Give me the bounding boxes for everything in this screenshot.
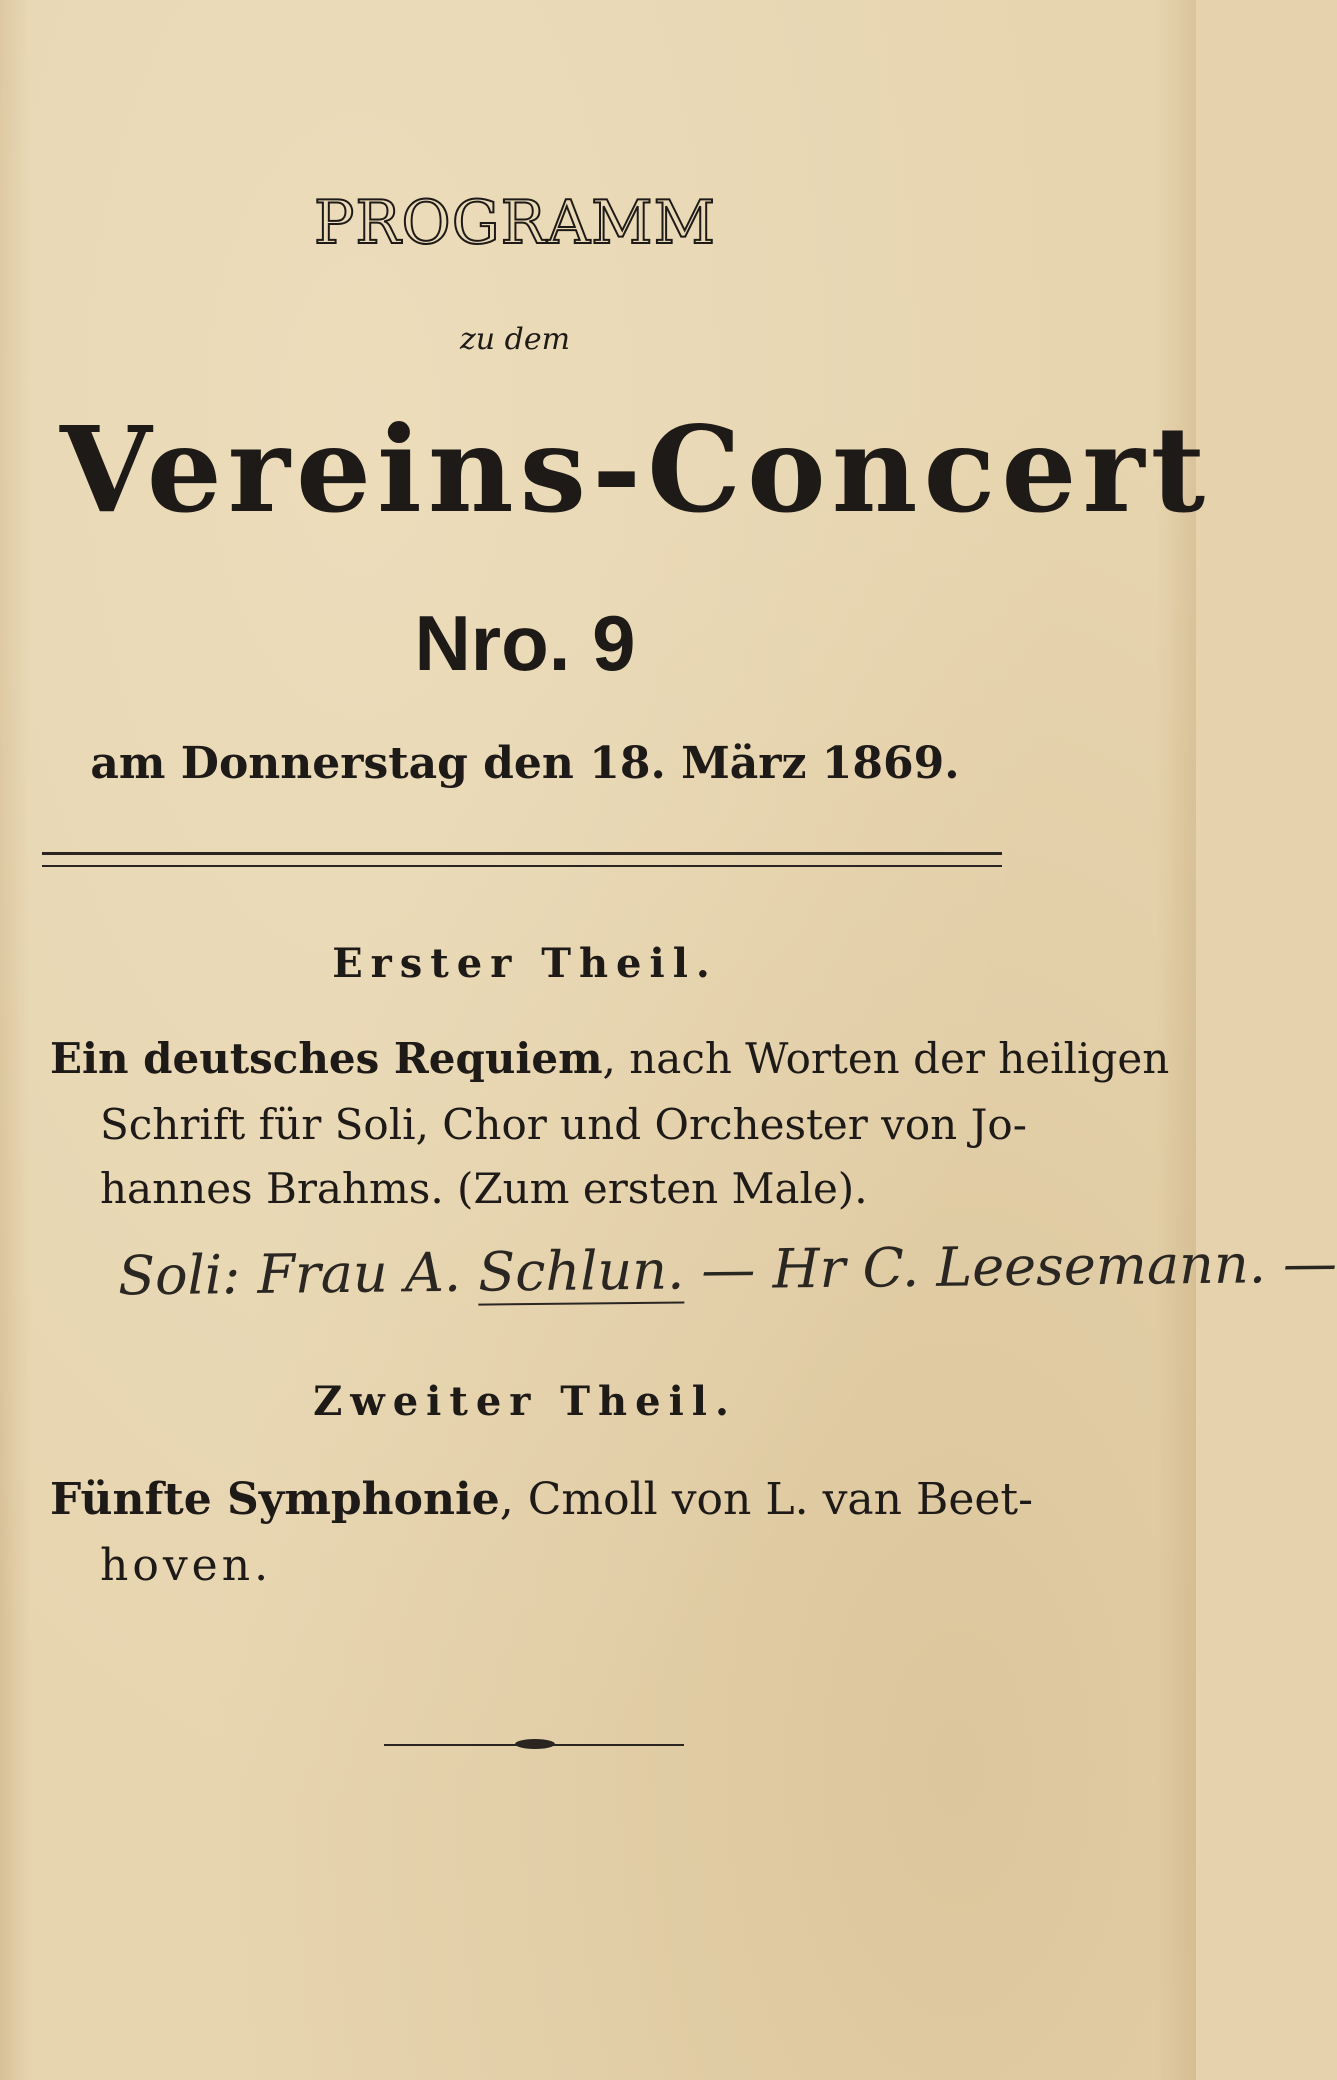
part-one-heading: Erster Theil.: [332, 940, 718, 987]
program-subtitle: zu dem: [459, 322, 571, 357]
part-one-line-1: [50, 1034, 1170, 1083]
concert-number: Nro. 9: [414, 599, 636, 687]
part-two-line-1: [50, 1474, 1033, 1525]
part-one-line-2: Schrift für Soli, Chor und Orchester von Jo-: [100, 1100, 1027, 1149]
concert-name: Vereins-Concert: [60, 400, 1212, 539]
part-two-line-2: hoven.: [100, 1540, 273, 1591]
double-rule-divider: [42, 852, 1002, 867]
concert-date: am Donnerstag den 18. März 1869.: [90, 738, 960, 789]
part-two-work-title: Fünfte Symphonie: [50, 1474, 500, 1525]
part-one-line-3: hannes Brahms. (Zum ersten Male).: [100, 1164, 868, 1213]
program-title: PROGRAMM: [313, 188, 717, 258]
handwritten-underlined-name: Schlun.: [477, 1238, 685, 1304]
handwritten-soloists-note: Soli: Frau A. Schlun. — Hr C. Leesemann. —: [117, 1231, 1337, 1308]
part-two-heading: Zweiter Theil.: [313, 1378, 737, 1425]
part-one-work-title: Ein deutsches Requiem: [50, 1034, 603, 1083]
part-two-line-1-rest: , Cmoll von L. van Beet-: [499, 1474, 1033, 1525]
ornamental-rule-center: [515, 1739, 555, 1749]
part-one-line-1-rest: , nach Worten der heiligen: [602, 1034, 1170, 1083]
